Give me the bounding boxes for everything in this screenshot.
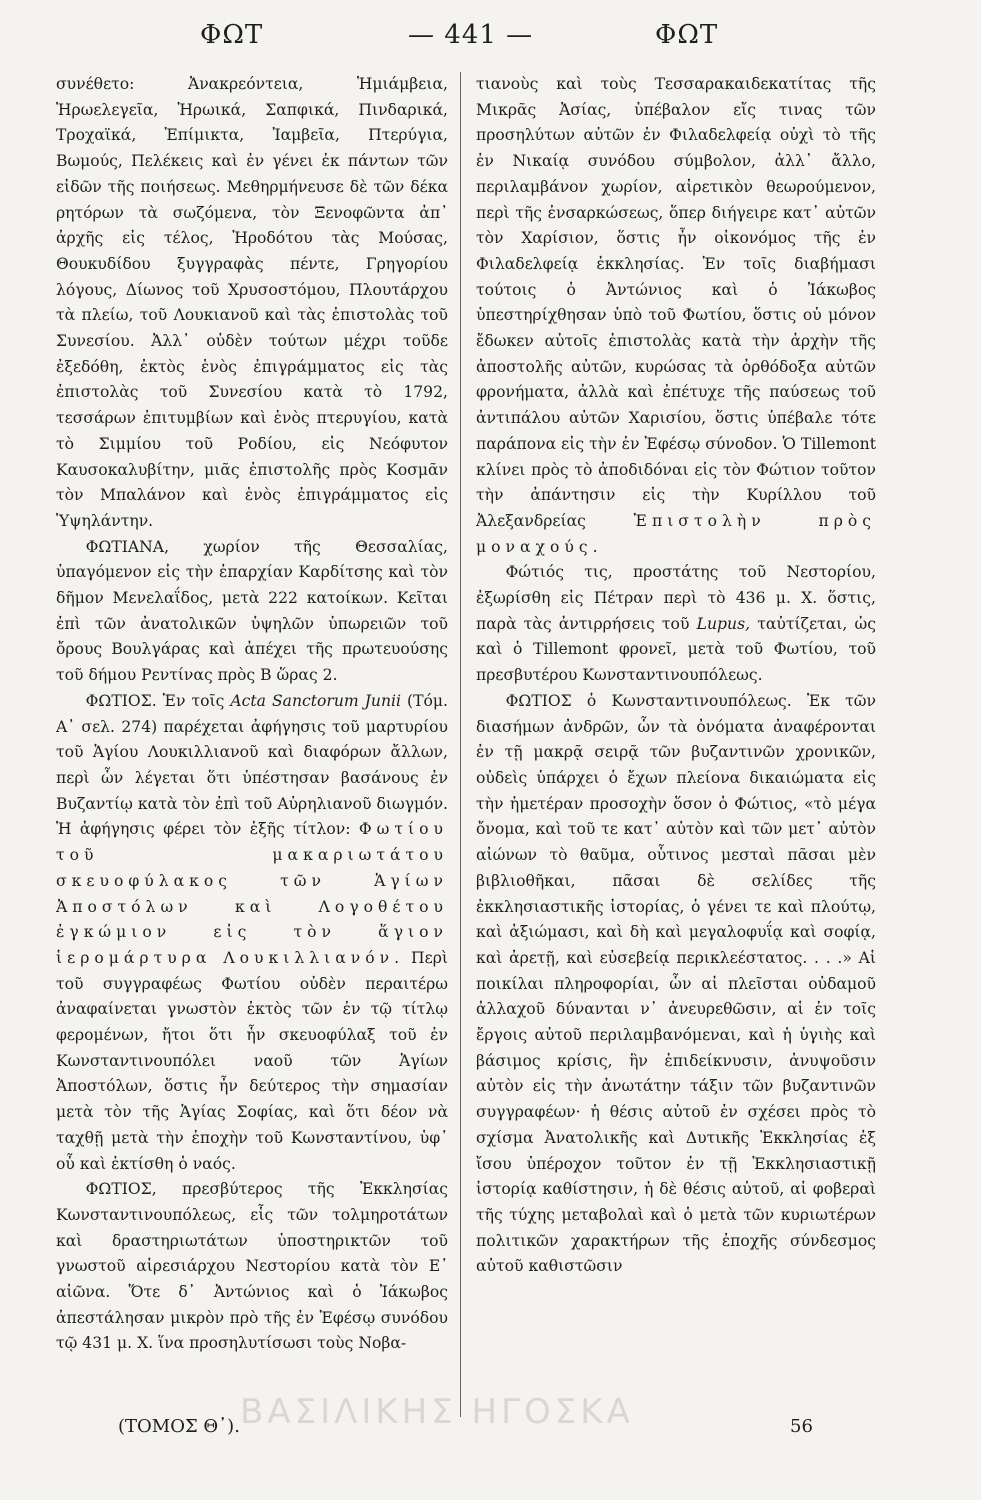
cyril-letter-title: Ἐπιστολὴν πρὸς μοναχούς. (476, 511, 876, 556)
running-head-right: ΦΩΤ (655, 20, 719, 50)
encomium-title: Φωτίου τοῦ μακαριωτάτου σκευοφύλακος τῶν Ἁγίων Ἀποστόλων καὶ Λογοθέτου ἐγκώμιον εἰς τὸν ἅγιον ἱερομάρτυρα Λουκιλλιανόν. (56, 820, 448, 967)
lupus-name: Lupus, (696, 614, 751, 633)
entry-fotios-protector-rest: ταὐτίζεται, ὡς καὶ ὁ Tillemont φρονεῖ, μετὰ τοῦ Φωτίου, τοῦ πρεσβυτέρου Κωνσταντινουπόλεως. (476, 614, 876, 685)
entry-fotios-2: ΦΩΤΙΟΣ, πρεσβύτερος τῆς Ἐκκλησίας Κωνσταντινουπόλεως, εἷς τῶν τολμηροτάτων καὶ δραστηριωτάτων ὑποστηρικτῶν τοῦ γνωστοῦ αἱρεσιάρχου Νεστορίου κατὰ τὸν Ε᾽ αἰῶνα. Ὅτε δ᾽ Ἀντώνιος καὶ ὁ Ἰάκωβος ἀπεστάλησαν μικρὸν πρὸ τῆς ἐν Ἐφέσῳ συνόδου τῷ 431 μ. Χ. ἵνα προσηλυτίσωσι τοὺς Νοβα- (56, 1180, 448, 1353)
entry-fotios-1 (56, 689, 448, 1177)
entry-continuation: συνέθετο: Ἀνακρεόντεια, Ἡμιάμβεια, Ἡρωελεγεῖα, Ἡρωικά, Σαπφικά, Πινδαρικά, Τροχαϊκά, Ἐπίμικτα, Ἰαμβεῖα, Πτερύγια, Βωμούς, Πελέκεις καὶ ἐν γένει ἐκ πάντων τῶν εἰδῶν τῆς ποιήσεως. Μεθηρμήνευσε δὲ τῶν δέκα ρητόρων τὰ σωζόμενα, τὸν Ξενοφῶντα ἀπ᾽ ἀρχῆς εἰς τέλος, Ἡροδότου τὰς Μούσας, Θουκυδίδου ξυγγραφὰς πέντε, Γρηγορίου λόγους, Δίωνος τοῦ Χρυσοστόμου, Πλουτάρχου τὰ πλείω, τοῦ Λουκιανοῦ καὶ τὰς ἐπιστολὰς τοῦ Συνεσίου. Ἀλλ᾽ οὐδὲν τούτων μέχρι τοῦδε ἐξεδόθη, ἐκτὸς ἑνὸς ἐπιγράμματος εἰς τὰς ἐπιστολὰς τοῦ Συνεσίου κατὰ τὸ 1792, τεσσάρων ἐπιτυμβίων καὶ ἑνὸς πτερυγίου, κατὰ τὸ Σιμμίου τοῦ Ροδίου, εἰς Νεόφυτον Καυσοκαλυβίτην, μιᾶς ἐπιστολῆς πρὸς Κοσμᾶν τὸν Μπαλάνον καὶ ἑνὸς ἐπιγράμματος εἰς Ὑψηλάντην. (56, 75, 448, 530)
running-head-left: ΦΩΤ (200, 20, 264, 50)
right-column (476, 72, 876, 1422)
entry-fotios-patriarch: ΦΩΤΙΟΣ ὁ Κωνσταντινουπόλεως. Ἐκ τῶν διασήμων ἀνδρῶν, ὧν τὰ ὀνόματα ἀναφέρονται ἐν τῇ μακρᾷ σειρᾷ τῶν βυζαντινῶν χρονικῶν, οὐδεὶς ὑπάρχει ὁ ἔχων πλείονα δικαιώματα εἰς τὴν ἡμετέραν προσοχὴν ὅσον ὁ Φώτιος, «τὸ μέγα ὄνομα, καὶ τοῦ τε κατ᾽ αὐτὸν καὶ τῶν μετ᾽ αὐτὸν αἰώνων τὸ θαῦμα, οὗτινος μεσταὶ πᾶσαι μὲν βιβλιοθῆκαι, πᾶσαι δὲ σελίδες τῆς ἐκκλησιαστικῆς ἱστορίας, ὁ γένει τε καὶ πλούτῳ, καὶ ἀξιώμασι, καὶ δὴ καὶ μεγαλοφυΐᾳ καὶ σοφίᾳ, καὶ ἀρετῇ, καὶ εὐσεβείᾳ περικλεέστατος. . . .» Αἱ ποικίλαι πληροφορίαι, ὧν αἱ πλεῖσται οὐδαμοῦ ἀλλαχοῦ δύνανται ν᾽ ἀνευρεθῶσιν, αἱ ἐν τοῖς ἔργοις αὐτοῦ περιλαμβανόμεναι, καὶ ἡ ὑγιὴς καὶ βάσιμος κρίσις, ἣν ἐπιδείκνυσιν, ἀνυψοῦσιν αὐτὸν εἰς τὴν ἀνωτάτην τάξιν τῶν βυζαντινῶν συγγραφέων· ἡ θέσις αὐτοῦ ἐν σχέσει πρὸς τὸ σχίσμα Ἀνατολικῆς καὶ Δυτικῆς Ἐκκλησίας ἐξ ἴσου ὑπέροχον τοῦτον ἐν τῇ Ἐκκλησιαστικῇ ἱστορίᾳ καθίστησιν, ἡ δὲ θέσις αὐτοῦ, αἱ φοβεραὶ τῆς τύχης μεταβολαὶ καὶ ὁ μετὰ τῶν κυριωτέρων πολιτικῶν χαρακτήρων τῆς ἐποχῆς σύνδεσμος αὐτοῦ καθιστῶσιν (476, 691, 876, 1276)
entry-fotiana: ΦΩΤΙΑΝΑ, χωρίον τῆς Θεσσαλίας, ὑπαγόμενον εἰς τὴν ἐπαρχίαν Καρδίτσης καὶ τὸν δῆμον Μενελαΐδος, μετὰ 222 κατοίκων. Κεῖται ἐπὶ τῶν ἀνατολικῶν ὑψηλῶν ὑπωρειῶν τοῦ ὄρους Βουλγάρας καὶ ἀπέχει τῆς πρωτευούσης τοῦ δήμου Ρεντίνας πρὸς Β ὥρας 2. (56, 537, 448, 685)
column-divider (460, 72, 461, 1417)
page-footer (0, 1416, 981, 1456)
entry-fotios-protector (476, 560, 876, 689)
entry-fotios-1-rest: Περὶ τοῦ συγγραφέως Φωτίου οὐδὲν περαιτέρω ἀναφαίνεται γνωστὸν ἐκτὸς τῶν ἐν τῷ τίτλῳ φερομένων, ἤτοι ὅτι ἦν σκευοφύλαξ τοῦ ἐν Κωνσταντινουπόλει ναοῦ τῶν Ἁγίων Ἀποστόλων, ὅστις ἦν δεύτερος τὴν σημασίαν μετὰ τὸν τῆς Ἁγίας Σοφίας, καὶ ὅτι δέον νὰ ταχθῇ μετὰ τὴν ἐποχὴν τοῦ Κωνσταντίνου, ὑφ᾽ οὗ καὶ ἐκτίσθη ὁ ναός. (56, 948, 448, 1173)
entry-fotios-1-intro: ΦΩΤΙΟΣ. Ἐν τοῖς (85, 691, 225, 710)
entry-fotios-2-text: τιανοὺς καὶ τοὺς Τεσσαρακαιδεκατίτας τῆς Μικρᾶς Ἀσίας, ὑπέβαλον εἴς τινας τῶν προσηλύτων αὐτῶν ἐν Φιλαδελφείᾳ οὐχὶ τὸ τῆς ἐν Νικαίᾳ συνόδου σύμβολον, ἀλλ᾽ ἄλλο, περιλαμβάνον χωρίον, αἱρετικὸν θεωρούμενον, περὶ τῆς ἐνσαρκώσεως, ὅπερ διήγειρε κατ᾽ αὐτῶν τὸν Χαρίσιον, ὅστις ἦν οἰκονόμος τῆς ἐν Φιλαδελφείᾳ ἐκκλησίας. Ἐν τοῖς διαβήμασι τούτοις ὁ Ἀντώνιος καὶ ὁ Ἰάκωβος ὑπεστηρίχθησαν ὑπὸ τοῦ Φωτίου, ὅστις οὐ μόνον ἔδωκεν αὐτοῖς ἐπιστολὰς κατὰ τὴν ἀρχὴν τῆς ἀποστολῆς αὐτῶν, κυρώσας τὰ ὀρθόδοξα αὐτῶν φρονήματα, ἀλλὰ καὶ ἐπέτυχε τῆς παύσεως τοῦ ἀντιπάλου αὐτῶν Χαρισίου, ὅστις ὑπέβαλε τότε παράπονα εἰς τὴν ἐν Ἐφέσῳ σύνοδον. Ὁ Tillemont κλίνει πρὸς τὸ ἀποδιδόναι εἰς τὸν Φώτιον τοῦτον τὴν ἀπάντησιν εἰς τὴν Κυρίλλου τοῦ Ἀλεξανδρείας (476, 75, 876, 530)
signature-number: 56 (790, 1416, 813, 1437)
entry-fotios-protector-text: Φώτιός τις, προστάτης τοῦ Νεστορίου, ἐξωρίσθη εἰς Πέτραν περὶ τὸ 436 μ. Χ. ὅστις, παρὰ τὰς ἀντιρρήσεις τοῦ (476, 563, 876, 633)
entry-fotios-1-text: (Τόμ. Α᾽ σελ. 274) παρέχεται ἀφήγησις τοῦ μαρτυρίου τοῦ Ἁγίου Λουκιλλιανοῦ καὶ διαφόρων ἄλλων, περὶ ὧν λέγεται ὅτι ὑπέστησαν βασάνους ἐν Βυζαντίῳ κατὰ τὸν ἐπὶ τοῦ Αὐρηλιανοῦ διωγμόν. Ἡ ἀφήγησις φέρει τὸν ἑξῆς τίτλον: (56, 691, 448, 839)
acta-sanctorum-title: Acta Sanctorum Junii (230, 691, 401, 710)
library-watermark: ΒΑΣΙΛΙΚΗΣ ΗΓΟΣΚΑ (240, 1392, 634, 1432)
left-column (56, 72, 448, 1422)
page-header (0, 20, 981, 60)
volume-label: (ΤΟΜΟΣ Θ᾽). (118, 1416, 240, 1437)
entry-fotios-2-continuation (476, 72, 876, 560)
page-number: — 441 — (408, 20, 534, 50)
